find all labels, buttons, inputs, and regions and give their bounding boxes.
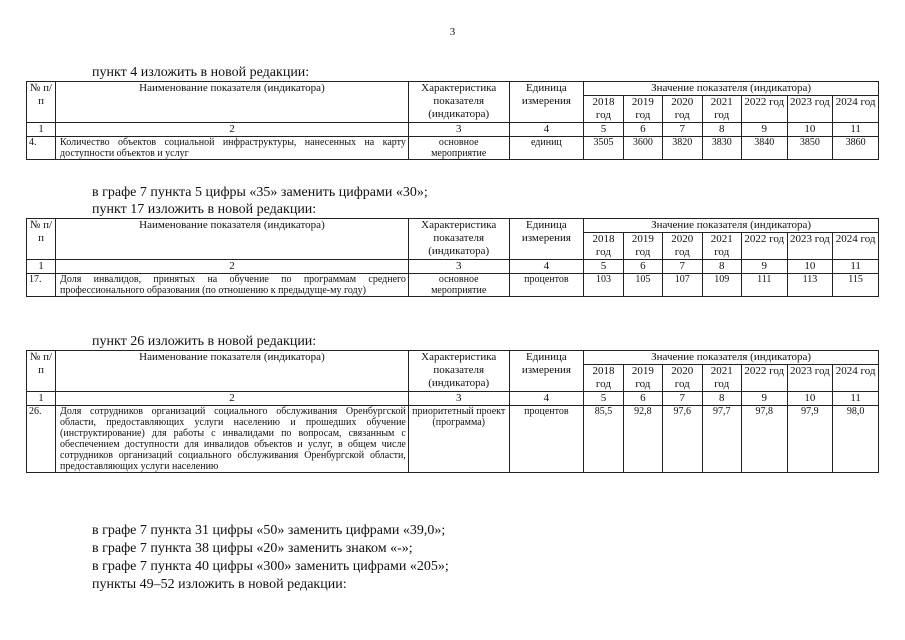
header-year: 2019 год [623, 233, 662, 260]
header-year: 2018 год [584, 233, 623, 260]
row-value: 92,8 [623, 406, 662, 473]
section3-intro: пункт 26 изложить в новой редакции: [92, 334, 317, 349]
header-year: 2020 год [663, 96, 702, 123]
row-name: Доля сотрудников организаций социального обслуживания Оренбургской области, предоставляющих услуги населению и прошедших обучение (инструктирование) для работы с инвалидами по вопросам, связанным с обеспечением доступности для инвалидов объектов и услуг, в общем числе сотрудников организаций социального обслуживания Оренбургской области, предоставляющих услуги населению [56, 406, 409, 473]
colnum: 11 [833, 392, 879, 406]
colnum: 7 [663, 123, 702, 137]
header-year: 2023 год [787, 96, 833, 123]
table-row [27, 274, 879, 297]
header-year: 2021 год [702, 233, 741, 260]
colnum: 1 [27, 260, 56, 274]
colnum: 8 [702, 260, 741, 274]
header-char: Характеристика показателя (индикатора) [408, 351, 509, 392]
header-char: Характеристика показателя (индикатора) [408, 82, 509, 123]
colnum: 10 [787, 260, 833, 274]
colnum: 1 [27, 123, 56, 137]
row-value: 3830 [702, 137, 741, 160]
colnum: 9 [741, 392, 787, 406]
header-year: 2024 год [833, 233, 879, 260]
colnum: 6 [623, 123, 662, 137]
header-year: 2021 год [702, 365, 741, 392]
row-value: 113 [787, 274, 833, 297]
row-value: 3820 [663, 137, 702, 160]
colnum: 6 [623, 260, 662, 274]
header-num: № п/п [27, 351, 56, 392]
table-section2 [26, 218, 879, 297]
header-values: Значение показателя (индикатора) [584, 351, 879, 365]
header-char: Характеристика показателя (индикатора) [408, 219, 509, 260]
row-char: основное мероприятие [408, 274, 509, 297]
header-year: 2022 год [741, 96, 787, 123]
section1-intro: пункт 4 изложить в новой редакции: [92, 65, 310, 80]
row-value: 111 [741, 274, 787, 297]
colnum: 5 [584, 260, 623, 274]
header-values: Значение показателя (индикатора) [584, 219, 879, 233]
row-value: 109 [702, 274, 741, 297]
colnum: 6 [623, 392, 662, 406]
colnum: 9 [741, 260, 787, 274]
colnum: 8 [702, 392, 741, 406]
colnum: 3 [408, 260, 509, 274]
header-name: Наименование показателя (индикатора) [56, 219, 409, 260]
colnum: 4 [509, 123, 584, 137]
colnum: 3 [408, 123, 509, 137]
row-value: 105 [623, 274, 662, 297]
header-year: 2018 год [584, 96, 623, 123]
row-value: 98,0 [833, 406, 879, 473]
header-unit: Единица измерения [509, 351, 584, 392]
footer-line: в графе 7 пункта 31 цифры «50» заменить цифрами «39,0»; [92, 523, 446, 538]
colnum: 11 [833, 260, 879, 274]
colnum: 8 [702, 123, 741, 137]
row-char: основное мероприятие [408, 137, 509, 160]
table-section3 [26, 350, 879, 473]
section2-intro: пункт 17 изложить в новой редакции: [92, 202, 317, 217]
table-row [27, 137, 879, 160]
header-year: 2019 год [623, 96, 662, 123]
row-value: 97,8 [741, 406, 787, 473]
footer-line: пункты 49–52 изложить в новой редакции: [92, 577, 347, 592]
header-year: 2023 год [787, 233, 833, 260]
row-value: 97,9 [787, 406, 833, 473]
row-value: 3840 [741, 137, 787, 160]
header-name: Наименование показателя (индикатора) [56, 351, 409, 392]
colnum: 2 [56, 123, 409, 137]
row-name: Количество объектов социальной инфраструктуры, нанесенных на карту доступности объектов и услуг [56, 137, 409, 160]
row-value: 103 [584, 274, 623, 297]
header-year: 2021 год [702, 96, 741, 123]
colnum: 4 [509, 260, 584, 274]
header-year: 2020 год [663, 365, 702, 392]
row-unit: процентов [509, 406, 584, 473]
header-name: Наименование показателя (индикатора) [56, 82, 409, 123]
row-value: 97,6 [663, 406, 702, 473]
header-year: 2024 год [833, 365, 879, 392]
row-value: 3850 [787, 137, 833, 160]
footer-line: в графе 7 пункта 38 цифры «20» заменить знаком «-»; [92, 541, 413, 556]
header-year: 2022 год [741, 233, 787, 260]
row-value: 3860 [833, 137, 879, 160]
colnum: 11 [833, 123, 879, 137]
colnum: 4 [509, 392, 584, 406]
colnum: 9 [741, 123, 787, 137]
colnum: 7 [663, 392, 702, 406]
table-row [27, 406, 879, 473]
row-value: 107 [663, 274, 702, 297]
row-num: 17. [27, 274, 56, 297]
colnum: 2 [56, 260, 409, 274]
header-num: № п/п [27, 82, 56, 123]
header-year: 2024 год [833, 96, 879, 123]
row-num: 4. [27, 137, 56, 160]
row-value: 3600 [623, 137, 662, 160]
row-num: 26. [27, 406, 56, 473]
colnum: 7 [663, 260, 702, 274]
row-value: 97,7 [702, 406, 741, 473]
header-year: 2018 год [584, 365, 623, 392]
colnum: 10 [787, 392, 833, 406]
colnum: 5 [584, 392, 623, 406]
footer-line: в графе 7 пункта 40 цифры «300» заменить цифрами «205»; [92, 559, 449, 574]
row-value: 3505 [584, 137, 623, 160]
colnum: 2 [56, 392, 409, 406]
colnum: 5 [584, 123, 623, 137]
colnum: 10 [787, 123, 833, 137]
table-section1 [26, 81, 879, 160]
section2-line1: в графе 7 пункта 5 цифры «35» заменить цифрами «30»; [92, 185, 428, 200]
colnum: 1 [27, 392, 56, 406]
row-unit: процентов [509, 274, 584, 297]
header-values: Значение показателя (индикатора) [584, 82, 879, 96]
row-unit: единиц [509, 137, 584, 160]
header-year: 2023 год [787, 365, 833, 392]
colnum: 3 [408, 392, 509, 406]
row-char: приоритетный проект (программа) [408, 406, 509, 473]
row-value: 85,5 [584, 406, 623, 473]
header-unit: Единица измерения [509, 219, 584, 260]
row-value: 115 [833, 274, 879, 297]
header-year: 2020 год [663, 233, 702, 260]
header-year: 2022 год [741, 365, 787, 392]
header-unit: Единица измерения [509, 82, 584, 123]
row-name: Доля инвалидов, принятых на обучение по программам среднего профессионального образования (по отношению к предыдуще-му году) [56, 274, 409, 297]
header-num: № п/п [27, 219, 56, 260]
header-year: 2019 год [623, 365, 662, 392]
page-number: 3 [449, 26, 456, 38]
